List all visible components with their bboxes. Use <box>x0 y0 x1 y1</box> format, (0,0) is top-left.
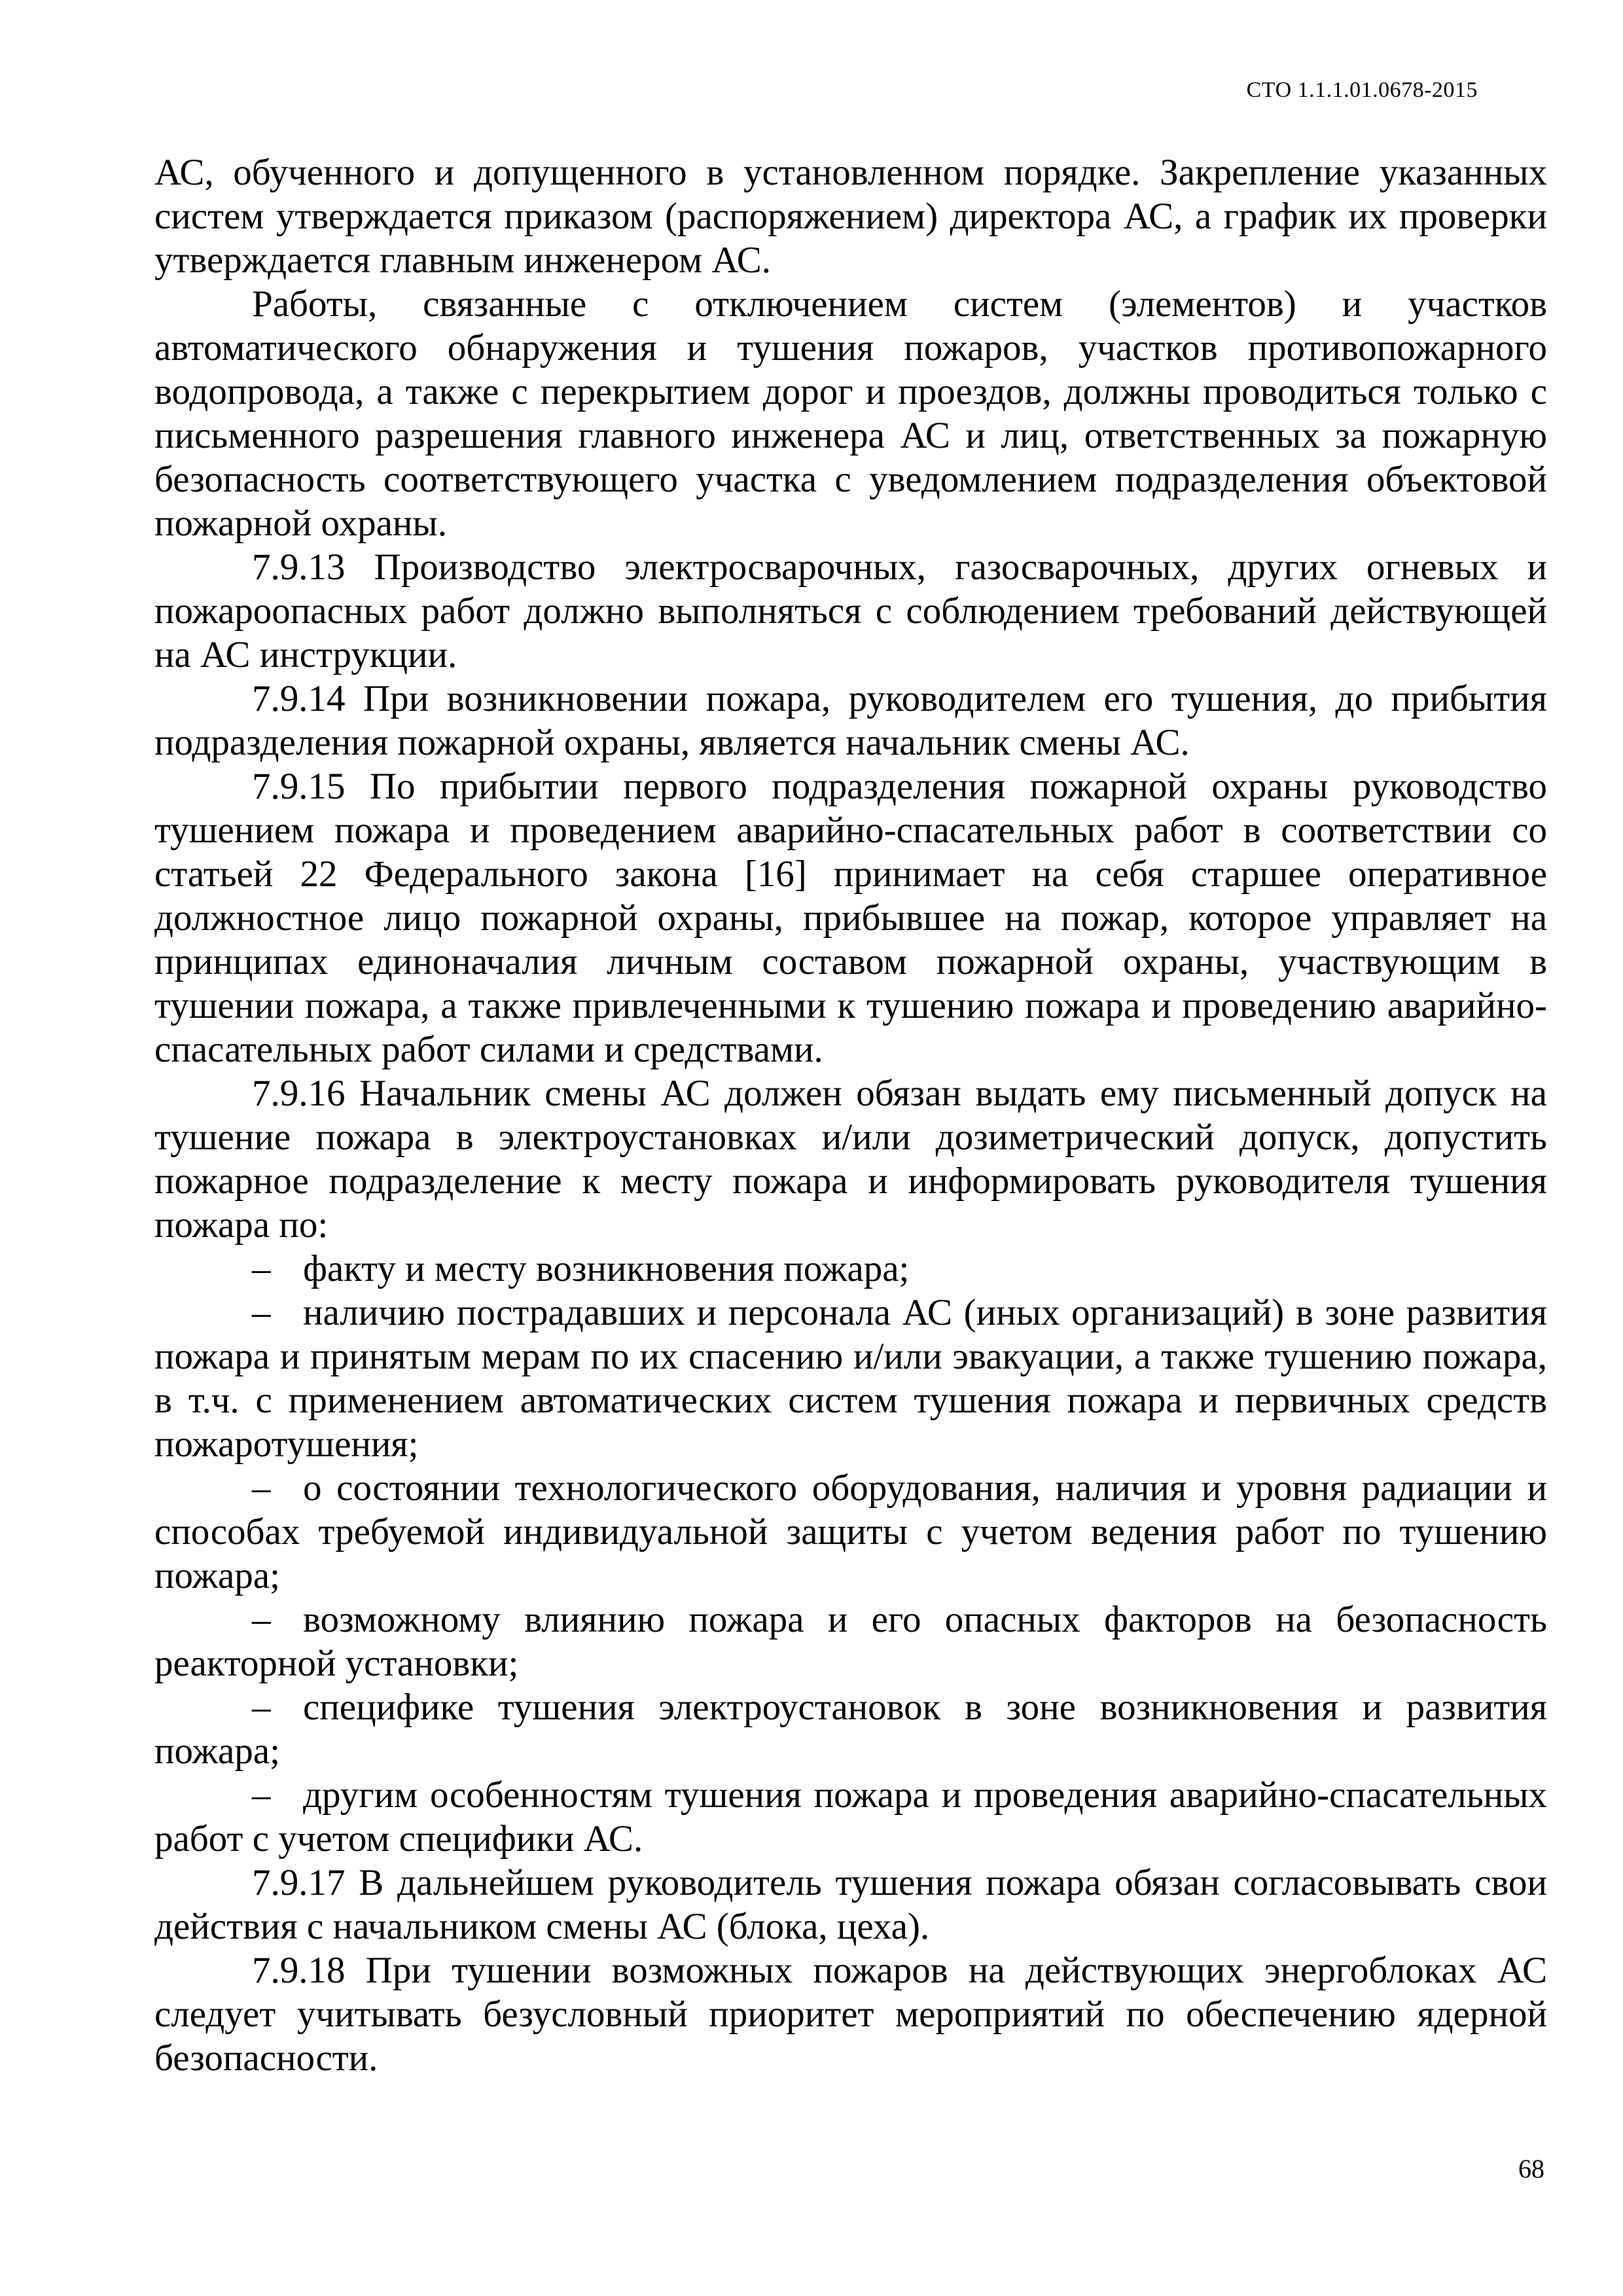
dash-marker: – <box>252 1467 271 1509</box>
list-item-text: возможному влиянию пожара и его опасных факторов на безопасность реакторной установки; <box>154 1599 1547 1684</box>
list-item <box>154 1773 1547 1861</box>
paragraph: Работы, связанные с отключением систем (элементов) и участков автоматического обнаружения и тушения пожаров, участков противопожарного водопровода, а также с перекрытием дорог и проездов, должны проводиться только с письменного разрешения главного инженера АС и лиц, ответственных за пожарную безопасность соответствующего участка с уведомлением подразделения объектовой пожарной охраны. <box>154 283 1547 544</box>
paragraph-7-9-18: 7.9.18 При тушении возможных пожаров на действующих энергоблоках АС следует учитывать безусловный приоритет мероприятий по обеспечению ядерной безопасности. <box>154 1950 1547 2079</box>
list-item <box>154 1247 1547 1291</box>
document-code: СТО 1.1.1.01.0678-2015 <box>1246 78 1478 102</box>
list-item-text: другим особенностям тушения пожара и проведения аварийно-спасательных работ с учетом специфики АС. <box>154 1774 1547 1859</box>
paragraph-7-9-15: 7.9.15 По прибытии первого подразделения пожарной охраны руководство тушением пожара и проведением аварийно-спасательных работ в соответствии со статьей 22 Федерального закона [16] принимает на себя старшее оперативное должностное лицо пожарной охраны, прибывшее на пожар, которое управляет на принципах единоначалия личным составом пожарной охраны, участвующим в тушении пожара, а также привлеченными к тушению пожара и проведению аварийно-спасательных работ силами и средствами. <box>154 766 1547 1070</box>
list-item-text: специфике тушения электроустановок в зоне возникновения и развития пожара; <box>154 1687 1547 1772</box>
dash-marker: – <box>252 1774 271 1816</box>
paragraph-7-9-14: 7.9.14 При возникновении пожара, руководителем его тушения, до прибытия подразделения пожарной охраны, является начальник смены АС. <box>154 678 1547 763</box>
dash-marker: – <box>252 1599 271 1640</box>
dash-marker: – <box>252 1687 271 1728</box>
document-body <box>154 151 1547 2080</box>
paragraph-7-9-17: 7.9.17 В дальнейшем руководитель тушения пожара обязан согласовывать свои действия с начальником смены АС (блока, цеха). <box>154 1862 1547 1947</box>
paragraph-7-9-16: 7.9.16 Начальник смены АС должен обязан выдать ему письменный допуск на тушение пожара в электроустановках и/или дозиметрический допуск, допустить пожарное подразделение к месту пожара и информировать руководителя тушения пожара по: <box>154 1073 1547 1246</box>
dash-marker: – <box>252 1292 271 1333</box>
list-item-text: о состоянии технологического оборудования, наличия и уровня радиации и способах требуемой индивидуальной защиты с учетом ведения работ по тушению пожара; <box>154 1467 1547 1596</box>
paragraph-7-9-13: 7.9.13 Производство электросварочных, газосварочных, других огневых и пожароопасных работ должно выполняться с соблюдением требований действующей на АС инструкции. <box>154 547 1547 675</box>
dash-marker: – <box>252 1248 271 1289</box>
list-item <box>154 1598 1547 1685</box>
list-item <box>154 1291 1547 1466</box>
list-item <box>154 1466 1547 1598</box>
list-item <box>154 1685 1547 1773</box>
paragraph-continuation: АС, обученного и допущенного в установленном порядке. Закрепление указанных систем утверждается приказом (распоряжением) директора АС, а график их проверки утверждается главным инженером АС. <box>154 152 1547 281</box>
list-item-text: наличию пострадавших и персонала АС (иных организаций) в зоне развития пожара и принятым мерам по их спасению и/или эвакуации, а также тушению пожара, в т.ч. с применением автоматических систем тушения пожара и первичных средств пожаротушения; <box>154 1292 1547 1465</box>
page-number: 68 <box>1518 2154 1544 2183</box>
list-item-text: факту и месту возникновения пожара; <box>303 1248 910 1289</box>
